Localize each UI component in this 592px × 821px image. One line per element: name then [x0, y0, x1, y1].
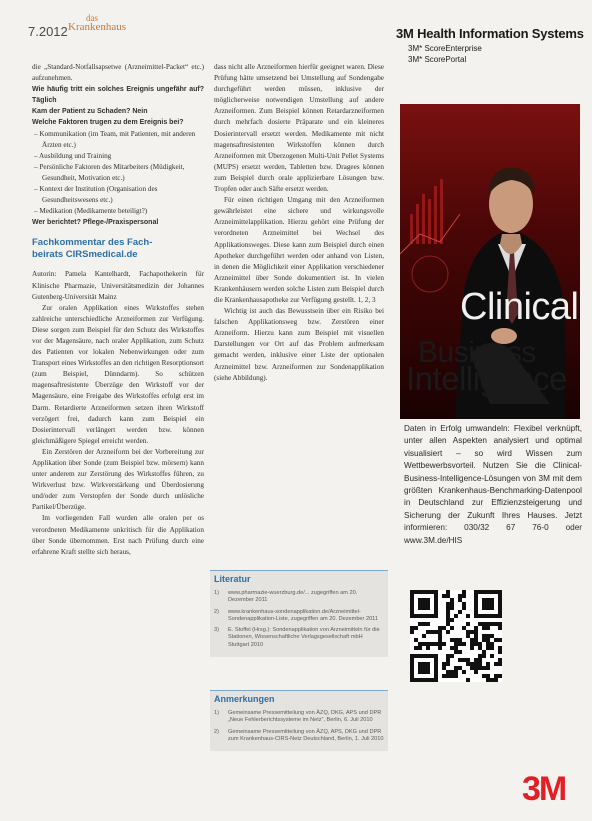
issue-number: 7.2012 [28, 24, 68, 39]
list-item [214, 627, 384, 649]
ad-headline-clinical: Clinical [460, 286, 579, 328]
comment-title-line-1: Fachkommentar des Fach- [32, 237, 153, 249]
comment-title [32, 237, 204, 261]
list-item [214, 710, 384, 725]
logo-bottom: Krankenhaus [68, 21, 127, 33]
paragraph: Ein Zerstören der Arzneiform bei der Vorbereitung zur Applikation über Sonde (zum Beispiel bzw. mörsern) kann unter anderem zur Zerstörung des Wirkstoffes führen, zu Wirkverlust bzw. Wirkverstärkung und Überdosierung und/oder zum Verstopfen der Sonde durch unlösliche Partikel/Überzüge. [32, 447, 204, 512]
note-number: 2) [214, 728, 219, 735]
paragraph: Im vorliegenden Fall wurden alle oralen per os verordneten Medikamente unkritisch für die Applikation über Sonde übernommen. Erst nach Prüfung durch eine erfahrene Kraft stellte sich heraus, [32, 514, 204, 556]
magazine-logo [68, 14, 126, 32]
paragraph: Wichtig ist auch das Bewusstsein über ein Risiko bei falschen Applikationsweg bzw. Zerstören einer Arzneiform. Hierzu kann zum Beispiel mit visuellen Darstellungen vor Ort auf das Problem aufmerksam gemacht werden, inklusive einer Liste der optionalen Arzneimittel bzw. Arzneiformen zur Sondenapplikation (siehe Abbildung). [214, 307, 384, 382]
article-column-1 [32, 62, 204, 558]
literature-title: Literatur [210, 570, 388, 588]
factor-list [32, 129, 204, 218]
advertisement [396, 18, 592, 818]
article-column-2 [214, 62, 384, 384]
list-item [214, 609, 384, 624]
ad-product-1: 3M* ScoreEnterprise [408, 44, 482, 53]
paragraph: Für einen richtigen Umgang mit den Arzneiformen gewährleistet eine sichere und wirkungsvolle Arzneimittelapplikation. Hierzu gehört eine Prüfung der verordneten Arzneimittel bei Wechsel des Applikationsweges. Diese kann zum Beispiel durch einen Apotheker durchgeführt werden oder anhand von Listen, in denen die Möglichkeit einer Applikation verschiedener Arzneimittel über Sonde dokumentiert ist. In vielen Krankenhäusern werden solche Listen zum Beispiel durch die Krankenhausapotheke zur Verfügung gestellt. 1, 2, 3 [214, 196, 384, 304]
ad-headline-business: Business [418, 336, 536, 369]
ad-body-text: Daten in Erfolg umwandeln: Flexibel verknüpft, unter allen Aspekten analysiert und optimal visualisiert – so wird Wissen zum Wettbewerbsvorteil. Nutzen Sie die Clinical-Business-Intelligence-Lösungen von 3M mit dem größten Krankenhaus-Benchmarking-Datenpool in Deutschland zur Effizienzsteigerung und Sicherung der Zukunft Ihres Hauses. Jetzt informieren: 030/32 67 76-0 oder www.3M.de/HIS [404, 424, 582, 545]
comment-title-line-2: beirats CIRSmedical.de [32, 249, 138, 261]
note-text: Gemeinsame Pressemitteilung von ÄZQ, DKG, APS und DPR „Neue Fehlerberichtssysteme im Netz“, Berlin, 6. Juli 2010 [228, 710, 382, 724]
qr-code-pattern [410, 590, 502, 682]
question-harm: Kam der Patient zu Schaden? Nein [32, 108, 148, 116]
notes-list [210, 708, 388, 751]
ref-text: www.krankenhaus-sondenapplikation.de/Arzneimittel-Sondenapplikation-Liste, zugegriffen am 20. Dezember 2011 [228, 608, 378, 622]
note-number: 1) [214, 710, 219, 716]
ref-number: 3) [214, 627, 219, 634]
ad-title: 3M Health Information Systems [396, 26, 584, 41]
ref-text: www.pharmazie-wuerzburg.de/... zugegriffen am 20. Dezember 2011 [228, 590, 358, 604]
question-factors: Welche Faktoren trugen zu dem Ereignis bei? [32, 119, 184, 127]
list-item: – Ausbildung und Training [34, 151, 112, 160]
list-item: – Kommunikation (im Team, mit Patienten, mit anderen Ärzten etc.) [34, 129, 196, 149]
author-line: Autorin: Pamela Kantelhardt, Fachapothekerin für Klinische Pharmazie, Universitätsmedizin der Johannes Gutenberg-Universität Mainz [32, 270, 204, 301]
ref-text: E. Stoffel (Hrsg.): Sondenapplikation von Arzneimitteln für die Stationen, Wissenschaftliche Verlagsgesellschaft mbH Stuttgart 2010 [228, 627, 380, 648]
literature-list [210, 588, 388, 657]
ad-product-2: 3M* ScorePortal [408, 55, 467, 64]
qr-code[interactable] [410, 590, 502, 682]
list-item: – Kontext der Institution (Organisation des Gesundheitswesens etc.) [34, 185, 158, 205]
list-item: – Medikation (Medikamente beteiligt?) [34, 207, 148, 216]
paragraph: dass nicht alle Arzneiformen hierfür geeignet waren. Diese Prüfung hätte umsetzend bei Umstellung auf Sondengabe durchgeführt werden müssen, inklusive der möglicherweise notwendigen Umstellung auf andere Arzneiformen. Zum Beispiel können Retardarzneiformen durch mehrfach dosierte Präparate und ein kleineres Dosierintervall ersetzt werden. Medikamente mit nicht magensaftresistenten Wirkstoffen können durch Arzneiformen mit Überzogenen Multi-Unit Pellet Systems (MUPS) ersetzt werden, Tabletten bzw. Dragees können zum Beispiel durch orale applizierbare Lösungen bzw. Tropfen oder auch Säfte ersetzt werden. [214, 63, 384, 194]
list-item [214, 729, 384, 744]
question-frequency: Wie häufig tritt ein solches Ereignis ungefähr auf? Täglich [32, 86, 204, 105]
notes-title: Anmerkungen [210, 690, 388, 708]
literature-box [210, 570, 388, 657]
notes-box [210, 690, 388, 751]
logo-top: das [86, 13, 98, 23]
note-text: Gemeinsame Pressemitteilung von ÄZQ, APS, DKG und DPR zum Krankenhaus-CIRS-Netz Deutschland, Berlin, 1. Juli 2010 [228, 728, 384, 742]
paragraph: Zur oralen Applikation eines Wirkstoffes stehen zahlreiche unterschiedliche Arzneiformen zur Verfügung. Diese sorgen zum Beispiel für den Schutz des Wirkstoffes vor der Magensäure, nach oraler Applikation, zum Schutz des Patienten vor lokalen Nebenwirkungen oder zum Transport eines Wirkstoffes an den richtigen Resorptionsort (zum Beispiel, Dünndarm). So schützen magensaftresistente Überzüge den Wirkstoff vor der Magensäure, eine Freigabe des Wirkstoffes erfolgt erst im Darm. Retardierte Arzneiformen setzen ihren Wirkstoff verzögert frei, dadurch kann zum Beispiel ein Dosierintervall verlängert werden bzw. können gleichmäßigere Spiegel erreicht werden. [32, 303, 204, 445]
ref-number: 1) [214, 590, 219, 596]
question-reporter: Wer berichtet? Pflege-/Praxispersonal [32, 219, 159, 227]
list-item [214, 590, 384, 605]
list-item: – Persönliche Faktoren des Mitarbeiters (Müdigkeit, Gesundheit, Motivation etc.) [34, 162, 185, 182]
3m-logo: 3M [522, 770, 566, 808]
ref-number: 2) [214, 608, 219, 615]
intro-text: die „Standard-Notfallsapsetwe (Arzneimittel-Packet“ etc.) aufzunehmen. [32, 63, 204, 83]
ad-headline-intelligence: Intelligence [406, 360, 567, 397]
